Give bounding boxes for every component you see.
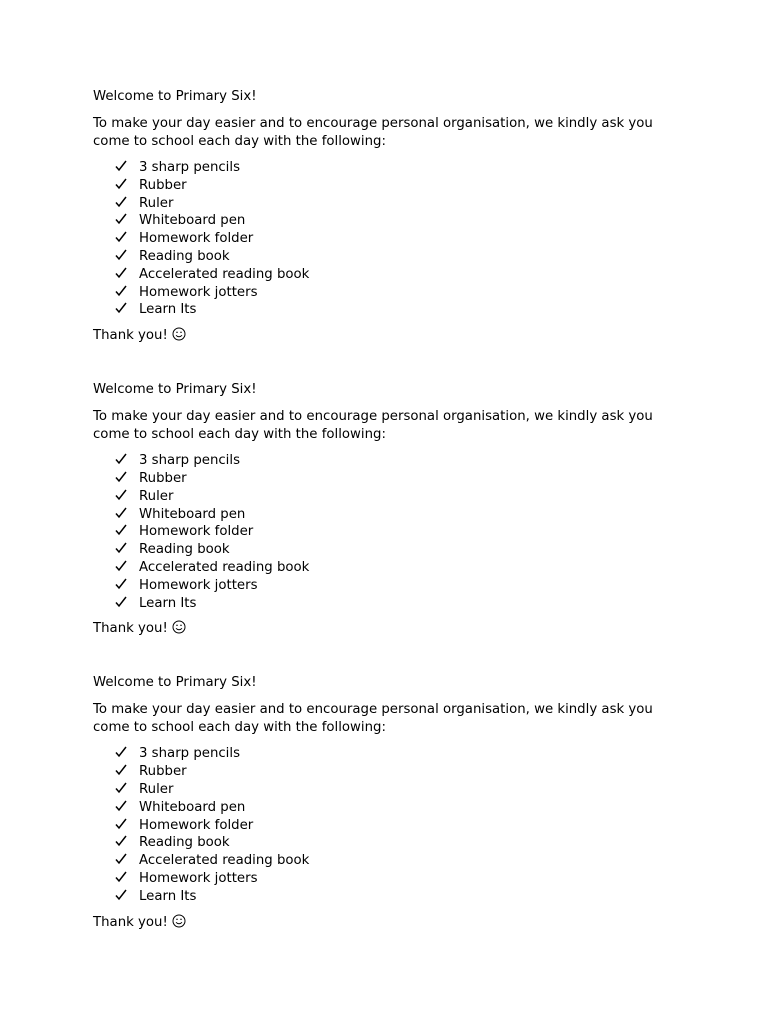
list-item-label: 3 sharp pencils <box>139 453 240 469</box>
list-item <box>93 745 693 763</box>
checkmark-icon <box>114 506 128 520</box>
checkmark-icon <box>114 888 128 902</box>
checkmark-icon <box>114 452 128 466</box>
checkmark-icon <box>114 177 128 191</box>
checkmark-icon <box>114 266 128 280</box>
list-item-label: Homework folder <box>139 524 254 540</box>
list-item-label: Learn Its <box>139 595 197 611</box>
thank-you-text: Thank you! <box>93 914 168 930</box>
list-item-label: Ruler <box>139 488 174 504</box>
list-item <box>93 506 693 524</box>
checkmark-icon <box>114 301 128 315</box>
supply-list <box>93 159 693 319</box>
checkmark-icon <box>114 541 128 555</box>
list-item-label: Rubber <box>139 177 187 193</box>
list-item-label: Whiteboard pen <box>139 799 246 815</box>
list-item <box>93 888 693 906</box>
checkmark-icon <box>114 595 128 609</box>
list-item <box>93 230 693 248</box>
notice-intro: To make your day easier and to encourage personal organisation, we kindly ask you come to school each day with the following: <box>93 409 653 443</box>
list-item <box>93 559 693 577</box>
list-item <box>93 523 693 541</box>
list-item <box>93 488 693 506</box>
supply-list <box>93 745 693 905</box>
notice-title: Welcome to Primary Six! <box>93 382 257 398</box>
list-item <box>93 452 693 470</box>
list-item-label: Homework folder <box>139 231 254 247</box>
list-item-label: Reading book <box>139 542 230 558</box>
list-item <box>93 195 693 213</box>
list-item <box>93 834 693 852</box>
list-item <box>93 595 693 613</box>
list-item-label: Reading book <box>139 248 230 264</box>
list-item-label: Reading book <box>139 835 230 851</box>
notice-block <box>93 381 693 638</box>
notice-block <box>93 674 693 931</box>
list-item <box>93 177 693 195</box>
notice-title: Welcome to Primary Six! <box>93 89 257 104</box>
thank-you-line <box>93 327 693 345</box>
checkmark-icon <box>114 284 128 298</box>
checkmark-icon <box>114 559 128 573</box>
list-item <box>93 470 693 488</box>
list-item-label: Learn Its <box>139 888 197 904</box>
list-item-label: Accelerated reading book <box>139 853 310 869</box>
thank-you-line <box>93 914 693 932</box>
list-item <box>93 541 693 559</box>
thank-you-text: Thank you! <box>93 328 168 344</box>
checkmark-icon <box>114 763 128 777</box>
checkmark-icon <box>114 470 128 484</box>
list-item <box>93 763 693 781</box>
list-item-label: Accelerated reading book <box>139 559 310 575</box>
document-page <box>93 88 693 932</box>
checkmark-icon <box>114 230 128 244</box>
checkmark-icon <box>114 834 128 848</box>
list-item <box>93 266 693 284</box>
checkmark-icon <box>114 577 128 591</box>
checkmark-icon <box>114 799 128 813</box>
thank-you-line <box>93 620 693 638</box>
list-item <box>93 248 693 266</box>
checkmark-icon <box>114 488 128 502</box>
supply-list <box>93 452 693 612</box>
list-item-label: 3 sharp pencils <box>139 746 240 762</box>
notice-intro: To make your day easier and to encourage personal organisation, we kindly ask you come to school each day with the following: <box>93 702 653 736</box>
list-item <box>93 212 693 230</box>
checkmark-icon <box>114 523 128 537</box>
checkmark-icon <box>114 852 128 866</box>
list-item-label: Homework folder <box>139 817 254 833</box>
smiley-face-icon <box>172 327 186 341</box>
checkmark-icon <box>114 781 128 795</box>
list-item-label: Ruler <box>139 781 174 797</box>
list-item <box>93 799 693 817</box>
list-item-label: Rubber <box>139 470 187 486</box>
list-item-label: Accelerated reading book <box>139 266 310 282</box>
notice-block <box>93 88 693 345</box>
list-item-label: Homework jotters <box>139 284 258 300</box>
checkmark-icon <box>114 159 128 173</box>
list-item <box>93 577 693 595</box>
list-item-label: Rubber <box>139 764 187 780</box>
checkmark-icon <box>114 745 128 759</box>
checkmark-icon <box>114 195 128 209</box>
checkmark-icon <box>114 870 128 884</box>
checkmark-icon <box>114 248 128 262</box>
smiley-face-icon <box>172 620 186 634</box>
checkmark-icon <box>114 212 128 226</box>
list-item-label: 3 sharp pencils <box>139 160 240 175</box>
list-item <box>93 284 693 302</box>
list-item <box>93 852 693 870</box>
thank-you-text: Thank you! <box>93 621 168 637</box>
list-item-label: Homework jotters <box>139 577 258 593</box>
list-item <box>93 870 693 888</box>
list-item <box>93 781 693 799</box>
list-item <box>93 817 693 835</box>
list-item-label: Whiteboard pen <box>139 506 246 522</box>
list-item-label: Ruler <box>139 195 174 211</box>
checkmark-icon <box>114 817 128 831</box>
list-item-label: Homework jotters <box>139 870 258 886</box>
list-item-label: Learn Its <box>139 302 197 318</box>
notice-title: Welcome to Primary Six! <box>93 675 257 691</box>
list-item <box>93 301 693 319</box>
smiley-face-icon <box>172 914 186 928</box>
notice-intro: To make your day easier and to encourage personal organisation, we kindly ask you come to school each day with the following: <box>93 116 653 149</box>
list-item <box>93 159 693 177</box>
list-item-label: Whiteboard pen <box>139 213 246 229</box>
